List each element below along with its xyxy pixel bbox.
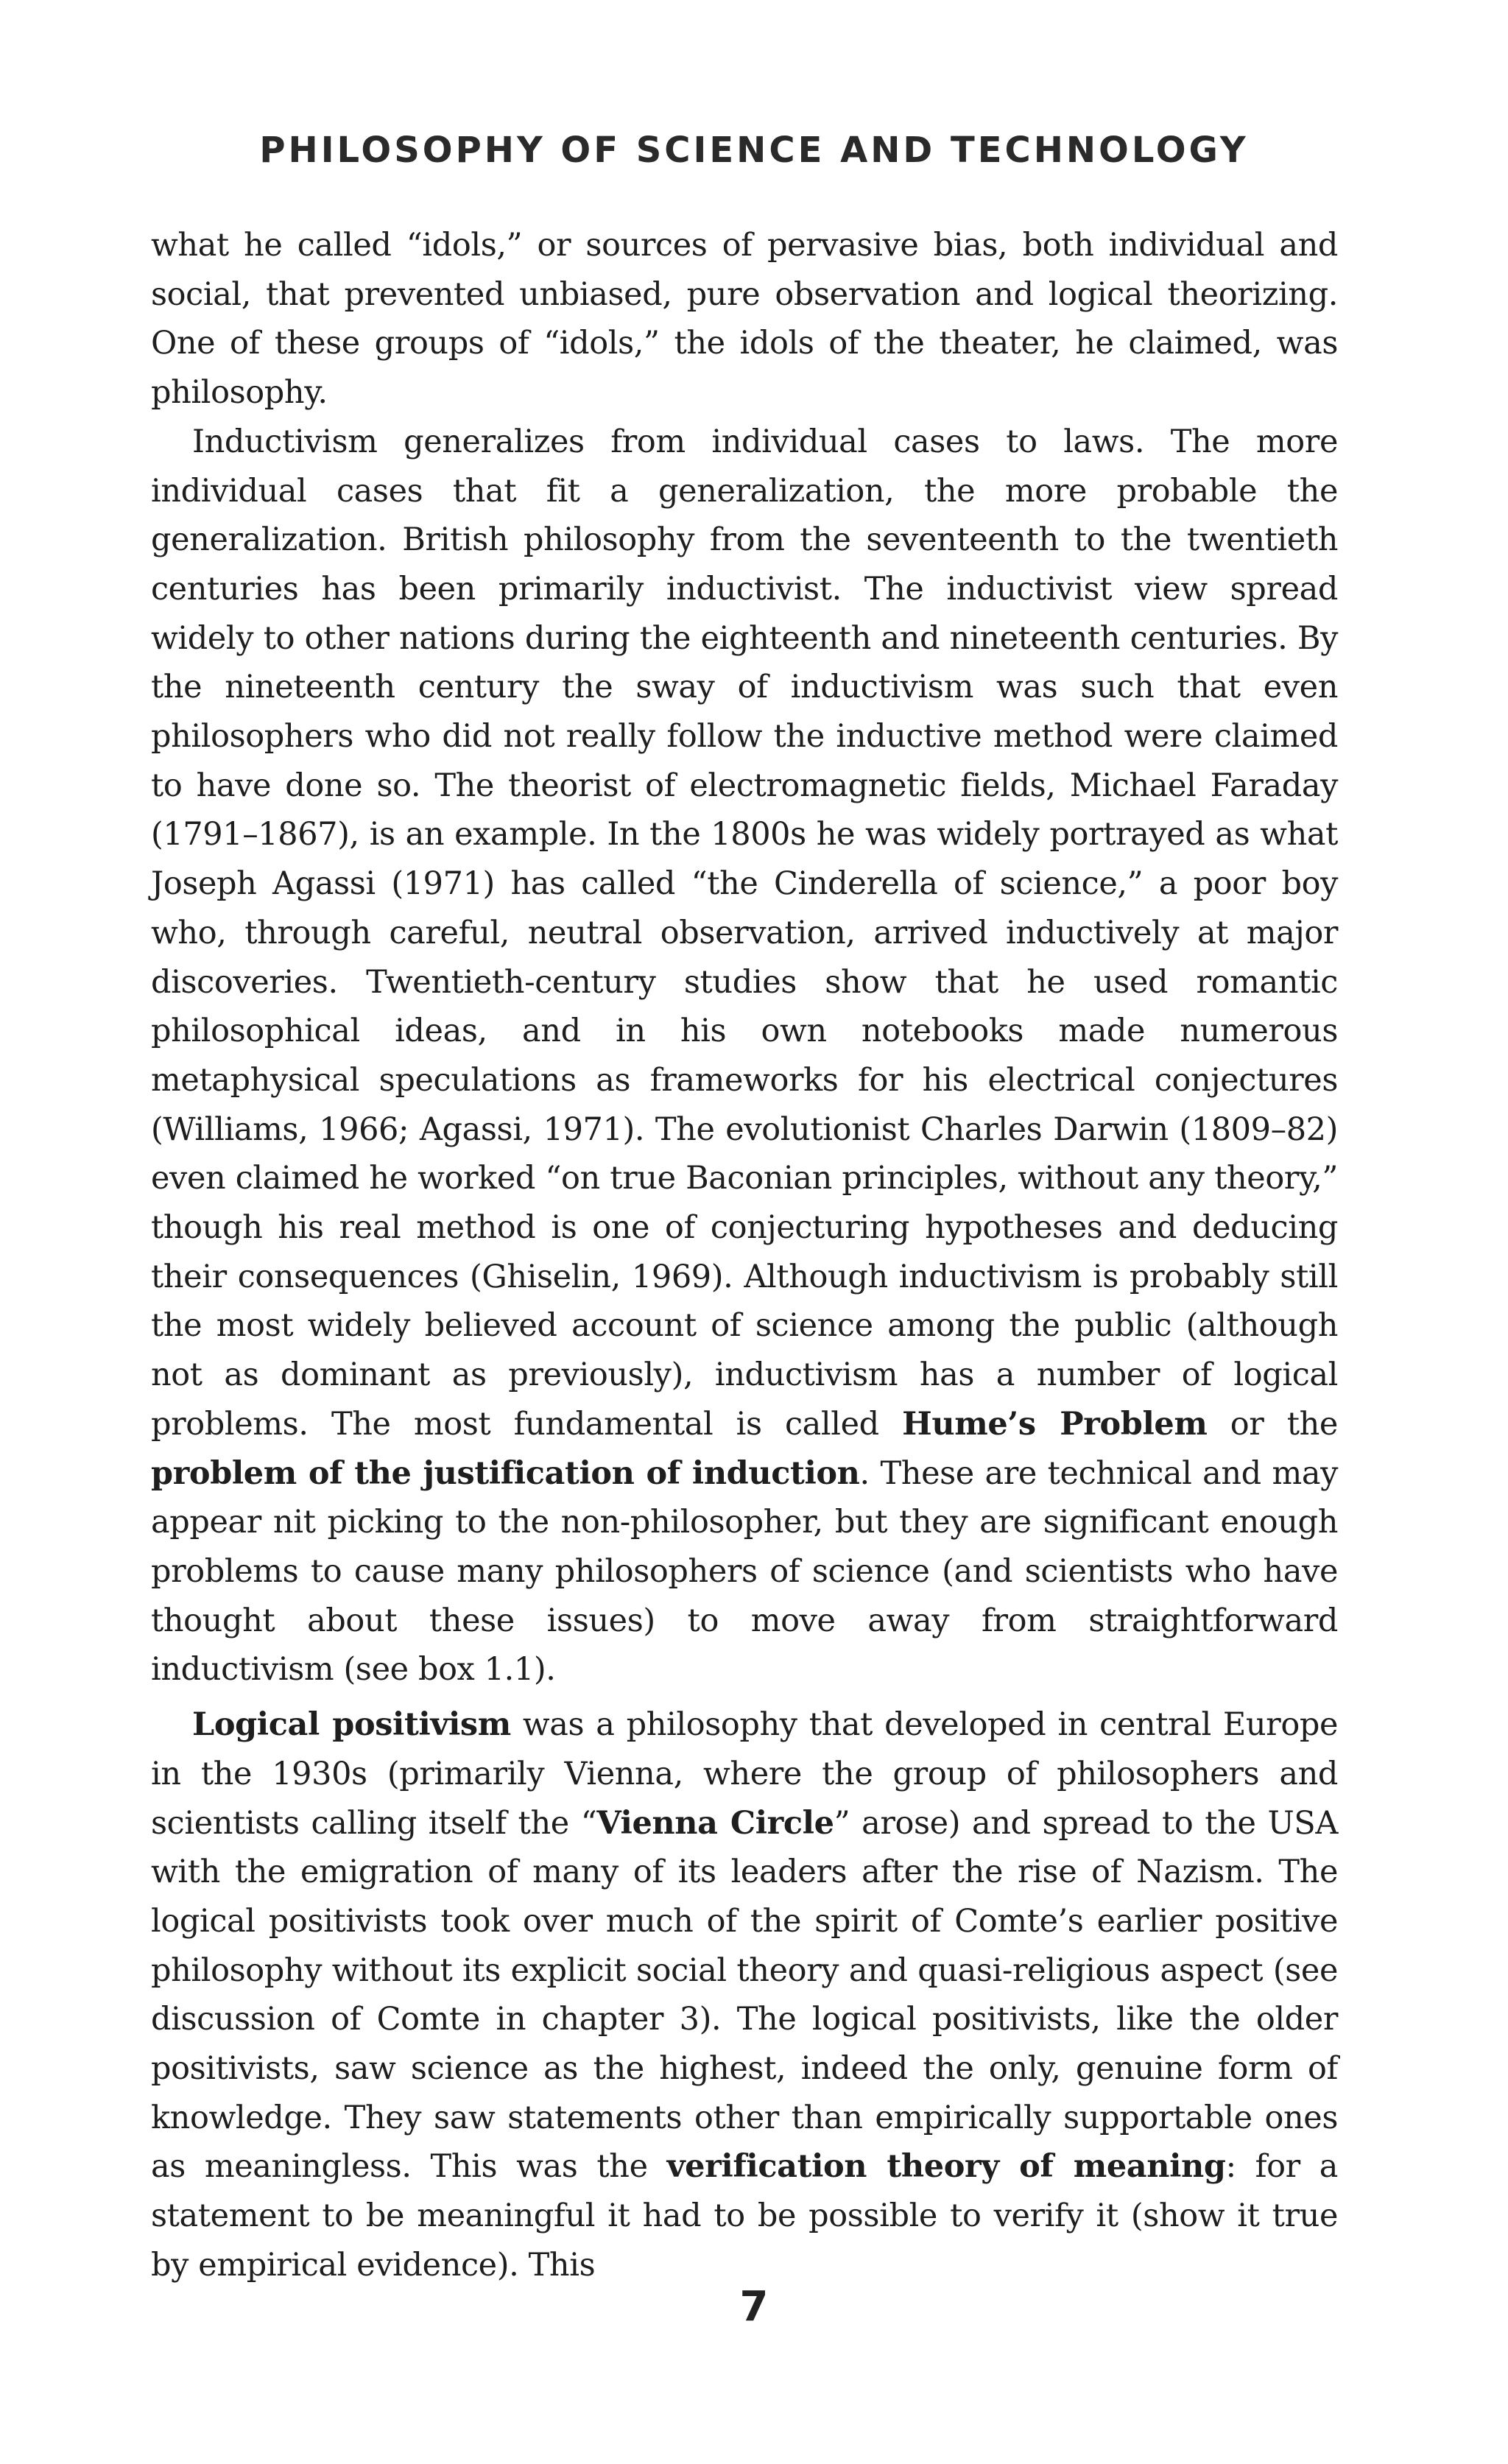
paragraph-3 xyxy=(151,1700,1338,2289)
key-term-vienna-circle: Vienna Circle xyxy=(596,1804,834,1842)
key-term-verification-theory: verification theory of meaning xyxy=(666,2148,1226,2186)
text-segment: Inductivism generalizes from individual cases to laws. The more individual cases that fit a generalization, the more probable the generalization. British philosophy from the seventeenth to the twentieth centuries has been primarily inductivist. The inductivist view spread widely to other nations during the eighteenth and nineteenth centuries. By the nineteenth century the sway of inductivism was such that even philosophers who did not really follow the inductive method were claimed to have done so. The theorist of electromagnetic fields, Michael Faraday (1791–1867), is an example. In the 1800s he was widely portrayed as what Joseph Agassi (1971) has called “the Cinderella of science,” a poor boy who, through careful, neutral observation, arrived inductively at major discoveries. Twentieth-century studies show that he used romantic philosophical ideas, and in his own notebooks made numerous metaphysical speculations as frameworks for his electrical conjectures (Williams, 1966; Agassi, 1971). The evolutionist Charles Darwin (1809–82) even claimed he worked “on true Baconian principles, without any theory,” though his real method is one of conjecturing hypotheses and deducing their consequences (Ghiselin, 1969). Although inductivism is probably still the most widely believed account of science among the public (although not as dominant as previously), inductivism has a number of logical problems. The most fundamental is called xyxy=(151,423,1338,1443)
text-segment: what he called “idols,” or sources of pervasive bias, both individual and social, that prevented unbiased, pure observation and logical theorizing. One of these groups of “idols,” the idols of the theater, he claimed, was philosophy. xyxy=(151,227,1338,412)
page-number: 7 xyxy=(739,2283,769,2331)
key-term-problem-of-justification: problem of the justification of induction xyxy=(151,1454,860,1492)
text-segment: or the xyxy=(1207,1405,1338,1443)
text-segment: ” arose) and spread to the USA with the emigration of many of its leaders after the rise of Nazism. The logical positivists took over much of the spirit of Comte’s earlier positive philosophy without its explicit social theory and quasi-religious aspect (see discussion of Comte in chapter 3). The logical positivists, like the older positivists, saw science as the highest, indeed the only, genuine form of knowledge. They saw statements other than empirically supportable ones as meaningless. This was the xyxy=(151,1804,1338,2186)
key-term-logical-positivism: Logical positivism xyxy=(192,1706,511,1744)
key-term-humes-problem: Hume’s Problem xyxy=(902,1405,1208,1443)
text-segment: was a philosophy that developed in central Europe in the 1930s (primarily Vienna, where the group of philosophers and scientists calling itself the “ xyxy=(151,1706,1338,1842)
body-text xyxy=(151,221,1338,2290)
paragraph-2 xyxy=(151,418,1338,1694)
text-segment: . These are technical and may appear nit picking to the non-philosopher, but they are significant enough problems to cause many philosophers of science (and scientists who have thought about these issues) to move away from straightforward inductivism (see box 1.1). xyxy=(151,1454,1338,1689)
paragraph-1 xyxy=(151,221,1338,418)
running-header: PHILOSOPHY OF SCIENCE AND TECHNOLOGY xyxy=(259,130,1249,171)
text-segment: : for a statement to be meaningful it had to be possible to verify it (show it true by empirical evidence). This xyxy=(151,2148,1338,2284)
